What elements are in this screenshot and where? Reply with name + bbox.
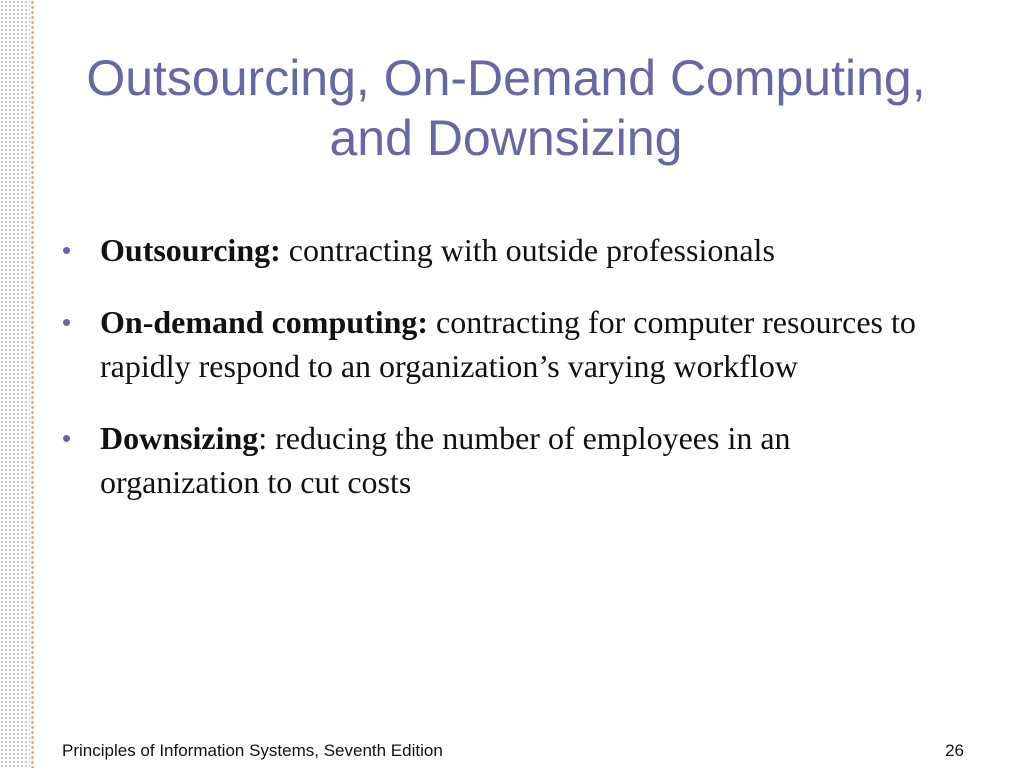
bullet-list bbox=[56, 228, 956, 532]
page-number: 26 bbox=[945, 741, 964, 760]
bullet-item bbox=[56, 228, 956, 272]
bullet-definition: contracting for computer resources to rapidly respond to an organization’s varying workflow bbox=[100, 304, 916, 384]
bullet-term: Downsizing bbox=[100, 420, 259, 456]
dotted-sidebar-decoration bbox=[0, 0, 30, 768]
title-line-1: Outsourcing, On-Demand Computing, bbox=[86, 50, 926, 106]
bullet-icon: • bbox=[62, 307, 72, 337]
bullet-icon: • bbox=[62, 235, 72, 265]
orange-dotted-line-decoration bbox=[31, 0, 34, 768]
bullet-definition: : reducing the number of employees in an organization to cut costs bbox=[100, 420, 791, 500]
footer-book-title: Principles of Information Systems, Seventh Edition bbox=[62, 741, 443, 760]
bullet-item bbox=[56, 300, 956, 388]
bullet-term: Outsourcing: bbox=[100, 232, 281, 268]
title-line-2: and Downsizing bbox=[329, 110, 683, 166]
slide-title bbox=[60, 48, 952, 168]
bullet-term: On-demand computing: bbox=[100, 304, 429, 340]
bullet-icon: • bbox=[62, 423, 72, 453]
bullet-item bbox=[56, 416, 956, 504]
bullet-definition: contracting with outside professionals bbox=[280, 232, 775, 268]
